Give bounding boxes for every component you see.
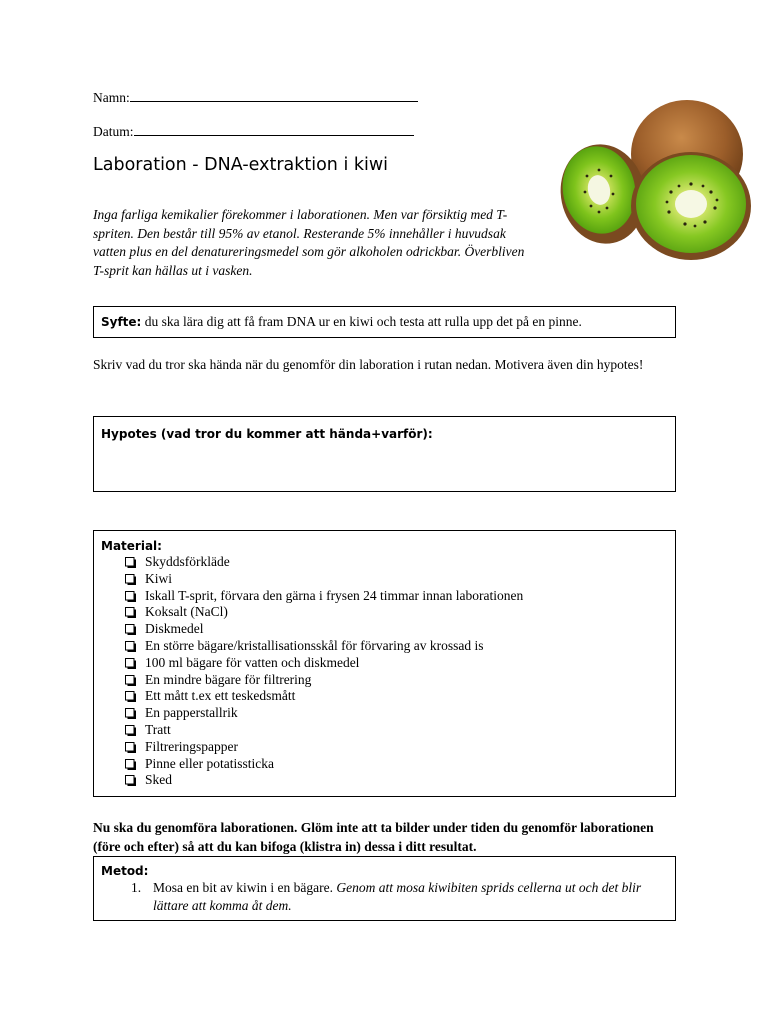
date-input-line[interactable] [134,122,414,136]
method-box [93,856,676,921]
checkbox-icon[interactable] [125,574,137,586]
material-item-label: Diskmedel [145,621,204,637]
name-label: Namn: [93,90,130,105]
checkbox-icon[interactable] [125,759,137,771]
date-field [93,122,414,140]
method-list [101,879,668,915]
hypothesis-label: Hypotes (vad tror du kommer att hända+varför): [101,427,433,441]
checkbox-icon[interactable] [125,624,137,636]
purpose-box [93,306,676,338]
checkbox-icon[interactable] [125,607,137,619]
material-item-label: Kiwi [145,570,172,586]
method-step-text: Mosa en bit av kiwin i en bägare. [153,880,333,895]
material-item [125,604,668,621]
checkbox-icon[interactable] [125,742,137,754]
checkbox-icon[interactable] [125,641,137,653]
material-item [125,655,668,672]
checkbox-icon[interactable] [125,708,137,720]
hypothesis-box[interactable] [93,416,676,492]
material-item-label: En papperstallrik [145,705,238,721]
material-item-label: Koksalt (NaCl) [145,604,228,620]
material-item-label: Ett mått t.ex ett teskedsmått [145,688,296,704]
material-item-label: Skyddsförkläde [145,554,230,569]
safety-intro: Inga farliga kemikalier förekommer i laborationen. Men var försiktig med T-spriten. Den består till 95% av etanol. Resterande 5% innehåller i huvudsak vatten plus en del denatureringsmedel som gör alkoholen odrickbar. Överbliven T-sprit kan hällas ut i vasken. [93,207,525,278]
checkbox-icon[interactable] [125,675,137,687]
material-item-label: 100 ml bägare för vatten och diskmedel [145,654,360,670]
perform-instruction: Nu ska du genomföra laborationen. Glöm inte att ta bilder under tiden du genomför laborationen (före och efter) så att du kan bifoga (klistra in) dessa i ditt resultat. [93,820,654,854]
material-item-label: En större bägare/kristallisationsskål för förvaring av krossad is [145,637,484,653]
material-item [125,554,668,571]
material-item-label: En mindre bägare för filtrering [145,671,312,687]
method-step [101,879,668,915]
purpose-text: du ska lära dig att få fram DNA ur en kiwi och testa att rulla upp det på en pinne. [141,314,582,329]
hypothesis-instruction: Skriv vad du tror ska hända när du genomför din laboration i rutan nedan. Motivera även din hypotes! [93,357,644,372]
checkbox-icon[interactable] [125,691,137,703]
material-item [125,638,668,655]
material-item [125,739,668,756]
method-step-number: 1. [131,880,142,895]
name-field [93,88,418,106]
checkbox-icon[interactable] [125,557,137,569]
kiwi-illustration [545,96,755,266]
checkbox-icon[interactable] [125,658,137,670]
checkbox-icon[interactable] [125,591,137,603]
page-title: Laboration - DNA-extraktion i kiwi [93,155,389,175]
material-item-label: Tratt [145,721,171,737]
material-item-label: Pinne eller potatissticka [145,755,274,771]
name-input-line[interactable] [130,88,418,102]
material-item [125,772,668,789]
checkbox-icon[interactable] [125,775,137,787]
material-item-label: Iskall T-sprit, förvara den gärna i frysen 24 timmar innan laborationen [145,587,524,603]
material-item-label: Sked [145,772,172,788]
material-item [125,705,668,722]
checkbox-icon[interactable] [125,725,137,737]
material-item [125,688,668,705]
method-step-explanation: Genom att mosa kiwibiten sprids cellerna ut och det blir lättare att komma åt dem. [153,880,642,913]
material-item [125,672,668,689]
materials-list [125,554,668,789]
material-item [125,621,668,638]
method-label: Metod: [101,864,149,878]
material-item [125,571,668,588]
purpose-label: Syfte: [101,315,142,329]
materials-box [93,530,676,797]
material-item [125,722,668,739]
materials-label: Material: [101,539,162,553]
material-item [125,588,668,605]
material-item [125,756,668,773]
date-label: Datum: [93,124,134,139]
material-item-label: Filtreringspapper [145,738,238,754]
